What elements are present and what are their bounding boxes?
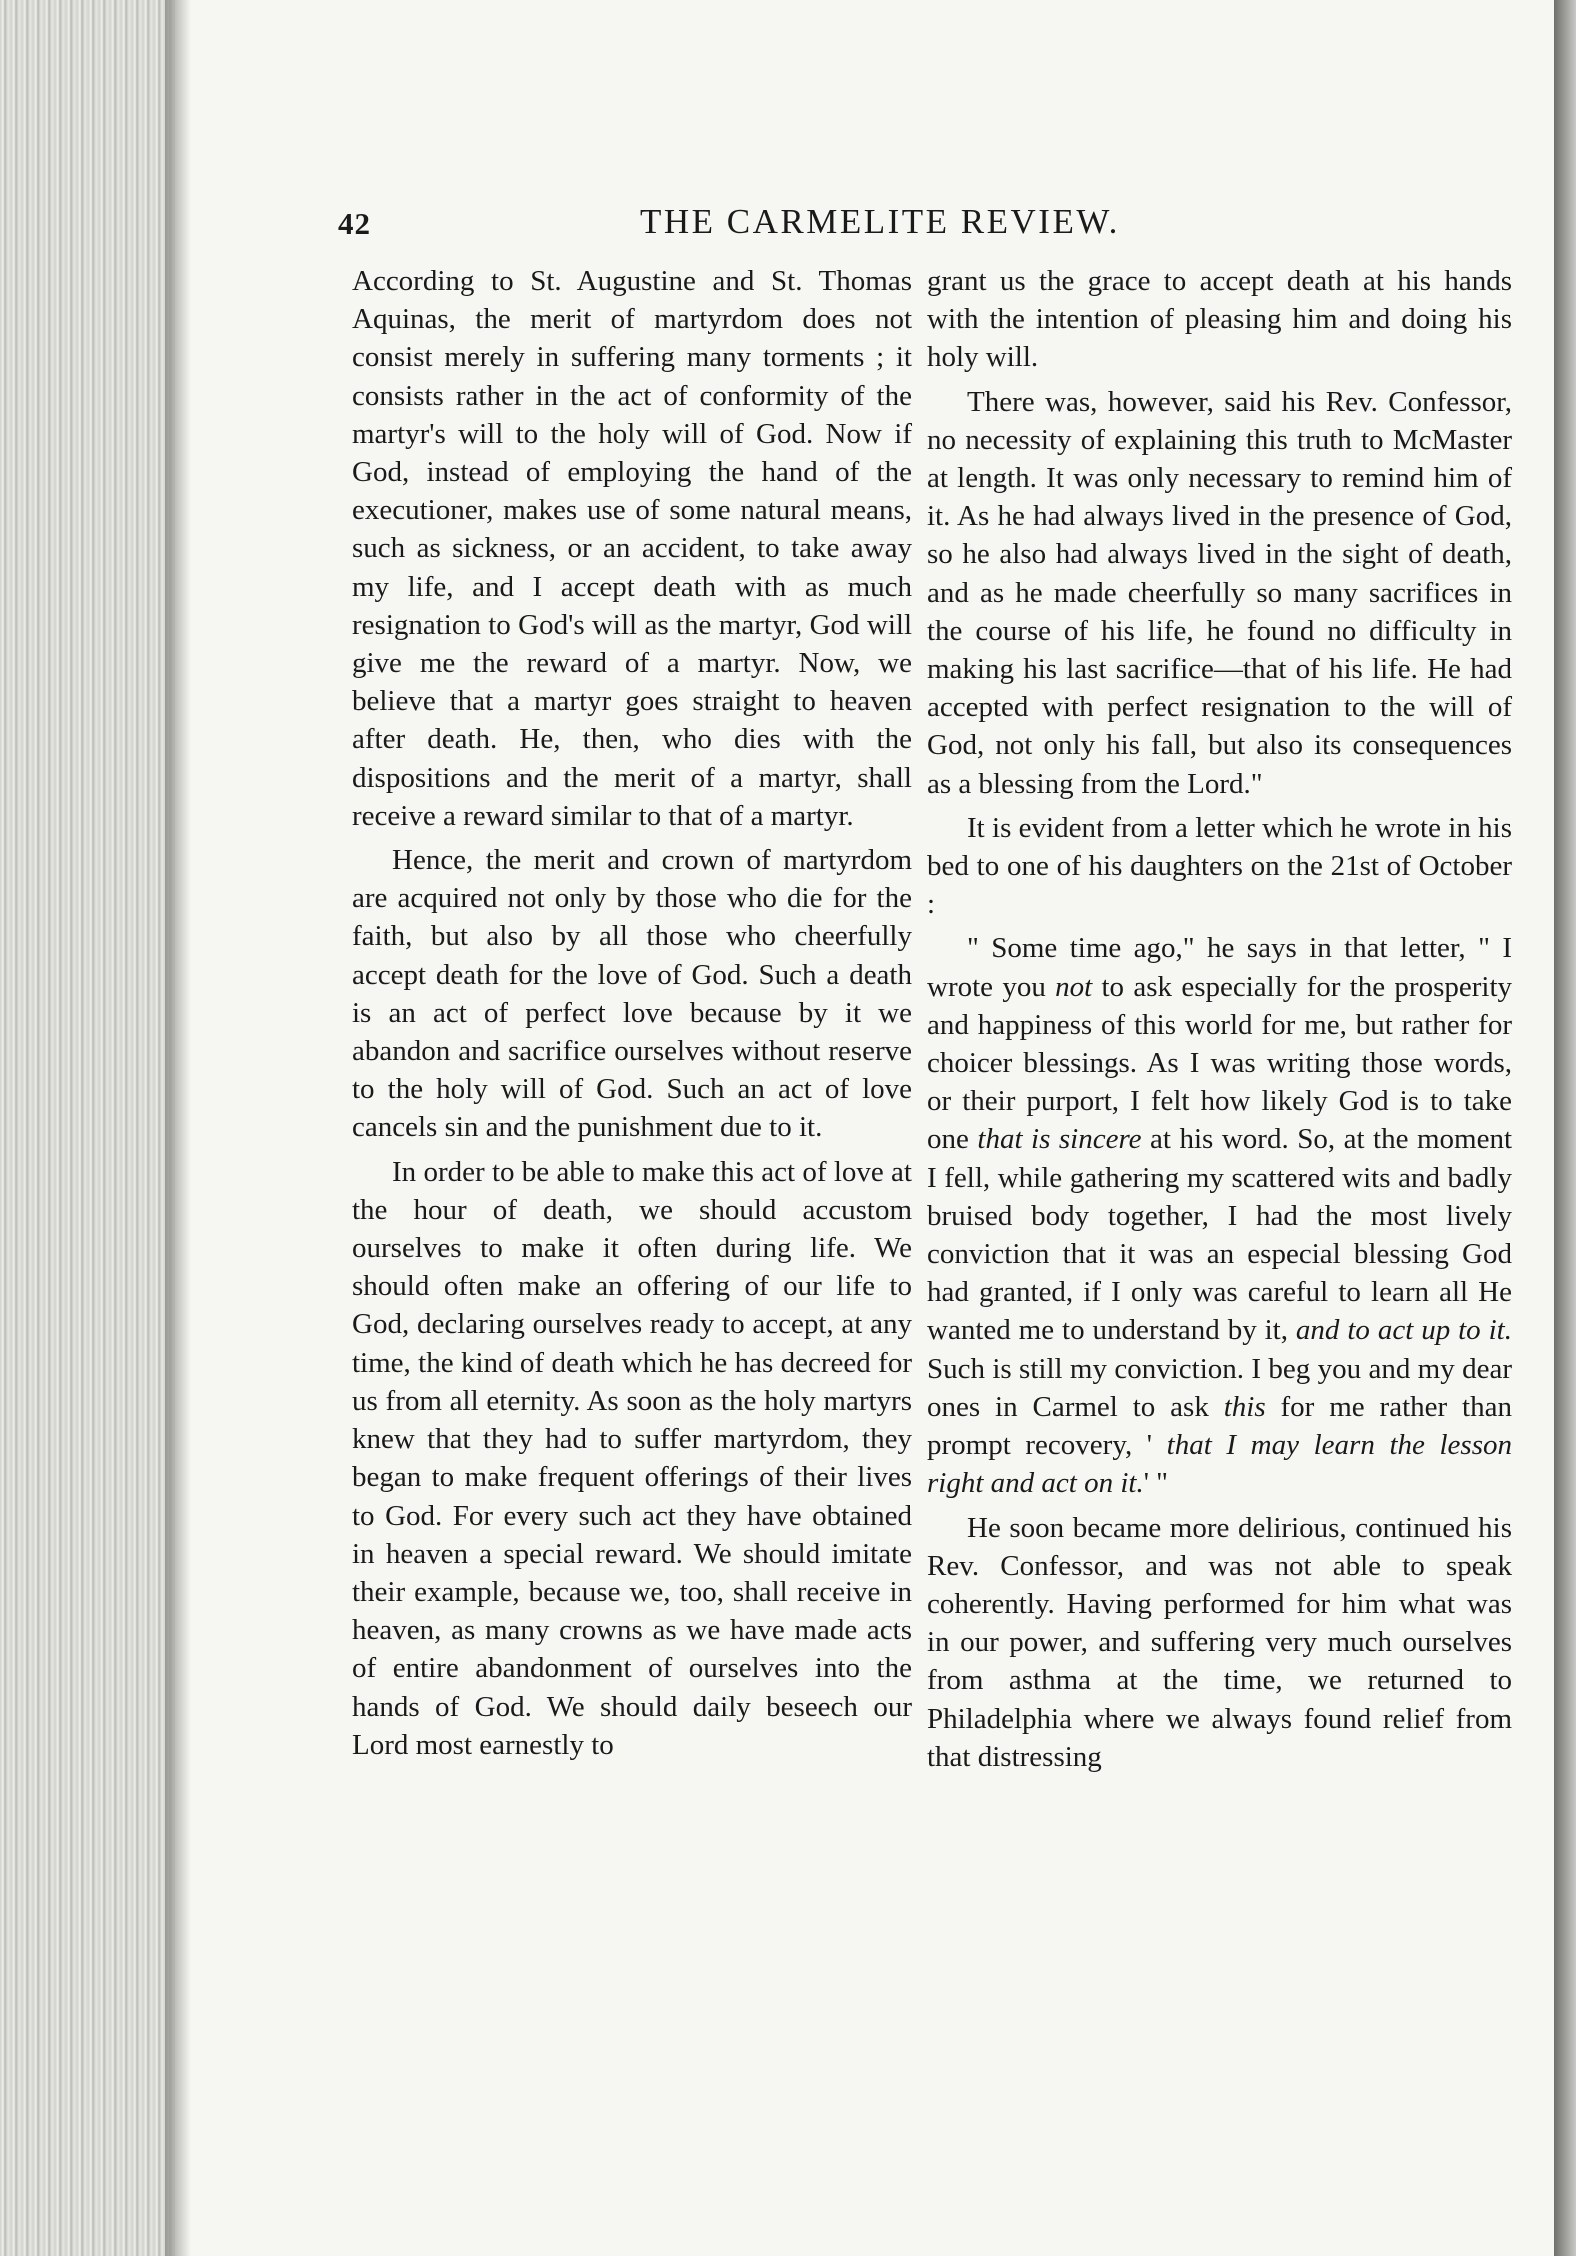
letter-italic-4: this — [1223, 1390, 1266, 1423]
letter-italic-5: that I may learn the lesson right and act on it. — [927, 1429, 1512, 1500]
page-number: 42 — [338, 206, 371, 241]
left-paragraph-3: In order to be able to make this act of love at the hour of death, we should accustom ourselves to make it often during life. We should often make an offering of our life to God, declaring ourselves ready to accept, at any time, the kind of death which he has decreed for us from all eternity. As soon as the holy martyrs knew that they had to suffer martyrdom, they began to make frequent offerings of their lives to God. For every such act they have obtained in heaven a special reward. We should imitate their example, because we, too, shall receive in heaven, as many crowns as we have made acts of entire abandonment of ourselves into the hands of God. We should daily beseech our Lord most earnestly to — [352, 1155, 912, 1761]
running-title: THE CARMELITE REVIEW. — [640, 202, 1120, 241]
letter-text-1: " Some time ago," he says in that letter, " I wrote you — [927, 932, 1512, 1003]
right-paragraph-5: He soon became more delirious, continued his Rev. Confessor, and was not able to speak coherently. Having performed for him what was in our power, and suffering very much ourselves from asthma at the time, we returned to Philadelphia where we always found relief from that distressing — [927, 1511, 1512, 1773]
right-paragraph-2: There was, however, said his Rev. Confessor, no necessity of explaining this truth to McMaster at length. It was only necessary to remind him of it. As he had always lived in the presence of God, so he also had always lived in the sight of death, and as he made cheerfully so many sacrifices in the course of his life, he found no difficulty in making his last sacrifice—that of his life. He had accepted with perfect resignation to the will of God, not only his fall, but also its consequences as a blessing from the Lord." — [927, 385, 1512, 800]
letter-text-6: ' " — [1143, 1467, 1169, 1500]
left-column — [352, 262, 912, 1764]
letter-text-2: to ask especially for the prosperity and happiness of this world for me, but rather for choicer blessings. As I was writing those words, or their purport, I felt how likely God is to take one — [927, 970, 1512, 1156]
letter-italic-1: not — [1055, 970, 1093, 1003]
letter-text-3: at his word. So, at the moment I fell, while gathering my scattered wits and badly bruised body together, I had the most lively conviction that it was an especial blessing God had granted, if I only was careful to learn all He wanted me to understand by it, — [927, 1123, 1513, 1347]
right-paragraph-3: It is evident from a letter which he wrote in his bed to one of his daughters on the 21st of October : — [927, 811, 1512, 921]
letter-italic-3: and to act up to it. — [1295, 1314, 1512, 1347]
letter-text-4: Such is still my conviction. I beg you and my dear ones in Carmel to ask — [927, 1352, 1512, 1423]
letter-italic-2: that is sincere — [977, 1123, 1142, 1156]
right-column — [927, 262, 1512, 1776]
right-paragraph-1: grant us the grace to accept death at his hands with the intention of pleasing him and doing his holy will. — [927, 265, 1512, 374]
page-right-edge — [1554, 0, 1576, 2256]
letter-quote-paragraph — [927, 929, 1512, 1502]
gutter-shadow — [165, 0, 191, 2256]
left-paragraph-1: According to St. Augustine and St. Thomas Aquinas, the merit of martyrdom does not consist merely in suffering many torments ; it consists rather in the act of conformity of the martyr's will to the holy will of God. Now if God, instead of employing the hand of the executioner, makes use of some natural means, such as sickness, or an accident, to take away my life, and I accept death with as much resignation to God's will as the martyr, God will give me the reward of a martyr. Now, we believe that a martyr goes straight to heaven after death. He, then, who dies with the dispositions and the merit of a martyr, shall receive a reward similar to that of a martyr. — [352, 265, 912, 832]
letter-text-5: for me rather than prompt recovery, ' — [927, 1390, 1512, 1462]
left-paragraph-2: Hence, the merit and crown of martyrdom are acquired not only by those who die for the faith, but also by all those who cheerfully accept death for the love of God. Such a death is an act of perfect love because by it we abandon and sacrifice ourselves without reserve to the holy will of God. Such an act of love cancels sin and the punishment due to it. — [352, 844, 912, 1144]
book-gutter — [0, 0, 175, 2256]
